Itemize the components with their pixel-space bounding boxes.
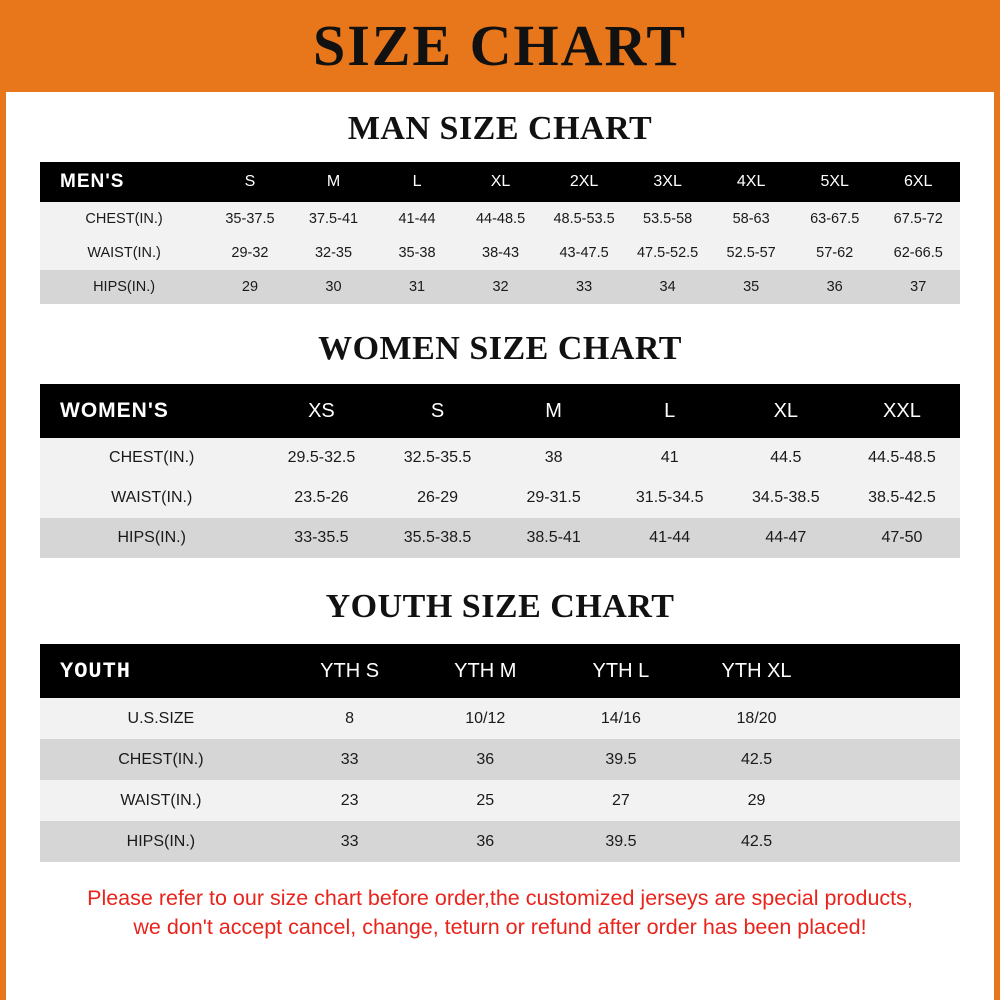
youth-cell-1-0: 33 [282, 739, 418, 780]
youth-cell-0-0: 8 [282, 698, 418, 739]
youth-cell-2-spacer [824, 780, 960, 821]
women-cell-1-5: 38.5-42.5 [844, 478, 960, 518]
youth-row-label-0: U.S.SIZE [40, 698, 282, 739]
table-row [40, 236, 960, 270]
women-cell-1-4: 34.5-38.5 [728, 478, 844, 518]
youth-cell-0-2: 14/16 [553, 698, 689, 739]
men-cell-0-8: 67.5-72 [876, 202, 960, 236]
youth-table-body [40, 698, 960, 862]
men-row-label-1: WAIST(IN.) [40, 236, 208, 270]
youth-cell-1-3: 42.5 [689, 739, 825, 780]
women-cell-1-1: 26-29 [379, 478, 495, 518]
youth-cell-1-2: 39.5 [553, 739, 689, 780]
women-cell-2-4: 44-47 [728, 518, 844, 558]
youth-row-label-3: HIPS(IN.) [40, 821, 282, 862]
women-table-header [40, 384, 960, 438]
women-cell-1-0: 23.5-26 [263, 478, 379, 518]
youth-col-1: YTH M [417, 644, 553, 698]
table-row [40, 478, 960, 518]
table-header-row [40, 384, 960, 438]
youth-cell-3-spacer [824, 821, 960, 862]
men-table-body [40, 202, 960, 304]
men-cell-1-4: 43-47.5 [542, 236, 626, 270]
table-row [40, 438, 960, 478]
women-cell-2-5: 47-50 [844, 518, 960, 558]
women-cell-0-4: 44.5 [728, 438, 844, 478]
men-cell-2-4: 33 [542, 270, 626, 304]
footnote-line-2: we don't accept cancel, change, teturn or refund after order has been placed! [133, 915, 867, 940]
men-cell-1-3: 38-43 [459, 236, 543, 270]
women-cell-2-3: 41-44 [612, 518, 728, 558]
men-table-corner: MEN'S [40, 162, 208, 202]
men-cell-0-7: 63-67.5 [793, 202, 877, 236]
men-section [6, 110, 994, 304]
youth-cell-2-3: 29 [689, 780, 825, 821]
men-row-label-2: HIPS(IN.) [40, 270, 208, 304]
women-table-corner: WOMEN'S [40, 384, 263, 438]
women-cell-0-5: 44.5-48.5 [844, 438, 960, 478]
youth-col-0: YTH S [282, 644, 418, 698]
women-section [6, 330, 994, 558]
men-cell-1-2: 35-38 [375, 236, 459, 270]
youth-row-label-2: WAIST(IN.) [40, 780, 282, 821]
men-col-3: XL [459, 162, 543, 202]
footnote-line-1: Please refer to our size chart before order,the customized jerseys are special products, [87, 886, 913, 910]
women-col-2: M [496, 384, 612, 438]
men-cell-0-5: 53.5-58 [626, 202, 710, 236]
youth-col-3: YTH XL [689, 644, 825, 698]
youth-cell-2-2: 27 [553, 780, 689, 821]
women-cell-2-0: 33-35.5 [263, 518, 379, 558]
women-table-body [40, 438, 960, 558]
table-row [40, 780, 960, 821]
page-banner [0, 0, 1000, 92]
table-row [40, 518, 960, 558]
page-title: SIZE CHART [312, 13, 688, 78]
women-cell-2-2: 38.5-41 [496, 518, 612, 558]
men-col-5: 3XL [626, 162, 710, 202]
youth-col-spacer [824, 644, 960, 698]
women-cell-0-0: 29.5-32.5 [263, 438, 379, 478]
men-cell-0-0: 35-37.5 [208, 202, 292, 236]
men-row-label-0: CHEST(IN.) [40, 202, 208, 236]
men-col-6: 4XL [709, 162, 793, 202]
men-table-header [40, 162, 960, 202]
youth-table-corner: YOUTH [40, 644, 282, 698]
youth-table-header [40, 644, 960, 698]
men-cell-2-6: 35 [709, 270, 793, 304]
men-size-table [40, 162, 960, 304]
men-cell-1-7: 57-62 [793, 236, 877, 270]
men-col-7: 5XL [793, 162, 877, 202]
youth-cell-0-3: 18/20 [689, 698, 825, 739]
youth-cell-3-1: 36 [417, 821, 553, 862]
men-cell-2-1: 30 [292, 270, 376, 304]
women-col-5: XXL [844, 384, 960, 438]
men-cell-2-8: 37 [876, 270, 960, 304]
youth-cell-1-1: 36 [417, 739, 553, 780]
youth-cell-3-2: 39.5 [553, 821, 689, 862]
table-header-row [40, 162, 960, 202]
women-col-1: S [379, 384, 495, 438]
men-cell-1-0: 29-32 [208, 236, 292, 270]
youth-cell-3-3: 42.5 [689, 821, 825, 862]
table-row [40, 821, 960, 862]
men-cell-0-3: 44-48.5 [459, 202, 543, 236]
youth-section [6, 588, 994, 862]
men-col-2: L [375, 162, 459, 202]
youth-cell-3-0: 33 [282, 821, 418, 862]
women-cell-2-1: 35.5-38.5 [379, 518, 495, 558]
men-cell-0-6: 58-63 [709, 202, 793, 236]
women-cell-0-2: 38 [496, 438, 612, 478]
table-row [40, 202, 960, 236]
men-cell-1-8: 62-66.5 [876, 236, 960, 270]
women-section-title: WOMEN SIZE CHART [318, 330, 682, 367]
men-col-1: M [292, 162, 376, 202]
women-row-label-2: HIPS(IN.) [40, 518, 263, 558]
women-col-4: XL [728, 384, 844, 438]
table-row [40, 739, 960, 780]
men-cell-2-0: 29 [208, 270, 292, 304]
men-cell-2-7: 36 [793, 270, 877, 304]
table-row [40, 698, 960, 739]
table-row [40, 270, 960, 304]
men-cell-0-2: 41-44 [375, 202, 459, 236]
women-col-3: L [612, 384, 728, 438]
women-row-label-0: CHEST(IN.) [40, 438, 263, 478]
women-col-0: XS [263, 384, 379, 438]
youth-cell-2-1: 25 [417, 780, 553, 821]
men-cell-0-4: 48.5-53.5 [542, 202, 626, 236]
youth-cell-0-spacer [824, 698, 960, 739]
women-cell-0-3: 41 [612, 438, 728, 478]
women-size-table [40, 384, 960, 558]
youth-col-2: YTH L [553, 644, 689, 698]
men-cell-2-3: 32 [459, 270, 543, 304]
men-cell-1-1: 32-35 [292, 236, 376, 270]
youth-row-label-1: CHEST(IN.) [40, 739, 282, 780]
men-col-8: 6XL [876, 162, 960, 202]
men-col-0: S [208, 162, 292, 202]
youth-cell-1-spacer [824, 739, 960, 780]
women-row-label-1: WAIST(IN.) [40, 478, 263, 518]
men-cell-1-6: 52.5-57 [709, 236, 793, 270]
youth-cell-2-0: 23 [282, 780, 418, 821]
footnote [6, 884, 994, 942]
women-cell-1-2: 29-31.5 [496, 478, 612, 518]
men-cell-2-5: 34 [626, 270, 710, 304]
men-cell-1-5: 47.5-52.5 [626, 236, 710, 270]
women-cell-0-1: 32.5-35.5 [379, 438, 495, 478]
men-col-4: 2XL [542, 162, 626, 202]
youth-size-table [40, 644, 960, 862]
men-cell-0-1: 37.5-41 [292, 202, 376, 236]
women-cell-1-3: 31.5-34.5 [612, 478, 728, 518]
men-section-title: MAN SIZE CHART [347, 110, 653, 147]
men-cell-2-2: 31 [375, 270, 459, 304]
youth-cell-0-1: 10/12 [417, 698, 553, 739]
table-header-row [40, 644, 960, 698]
youth-section-title: YOUTH SIZE CHART [325, 588, 675, 625]
